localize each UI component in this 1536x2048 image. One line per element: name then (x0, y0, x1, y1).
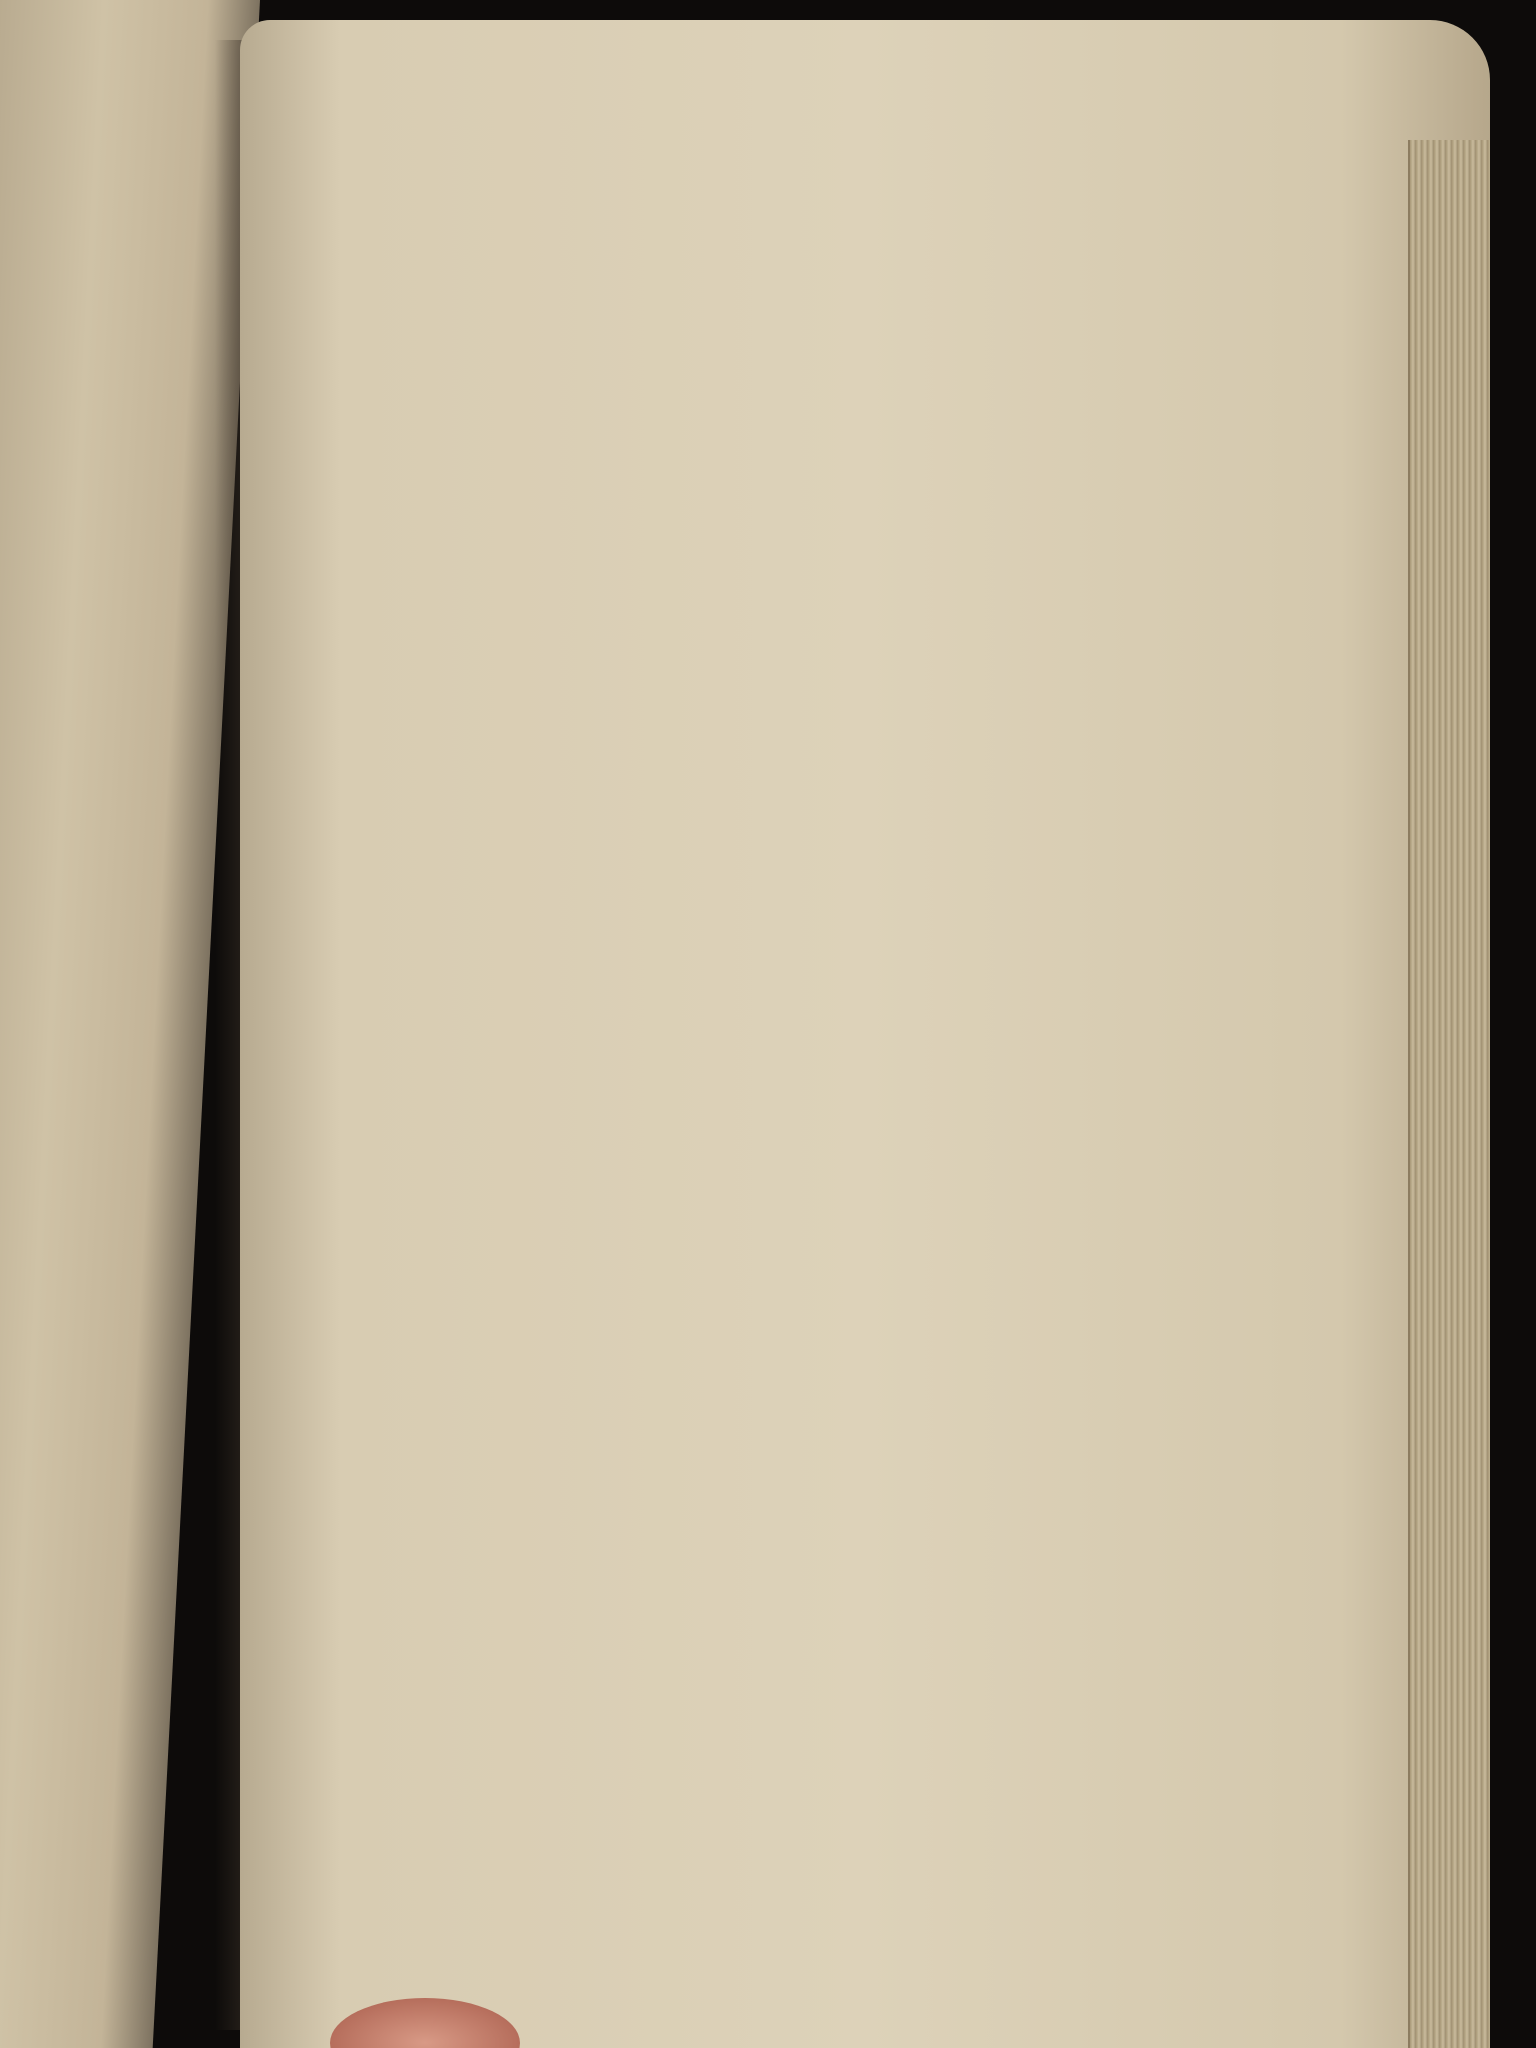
page-header (270, 130, 1310, 186)
page-edges (1408, 140, 1490, 2048)
right-page (240, 20, 1490, 2048)
section-314-paragraph (270, 186, 1310, 188)
page-text-block (270, 130, 1310, 250)
